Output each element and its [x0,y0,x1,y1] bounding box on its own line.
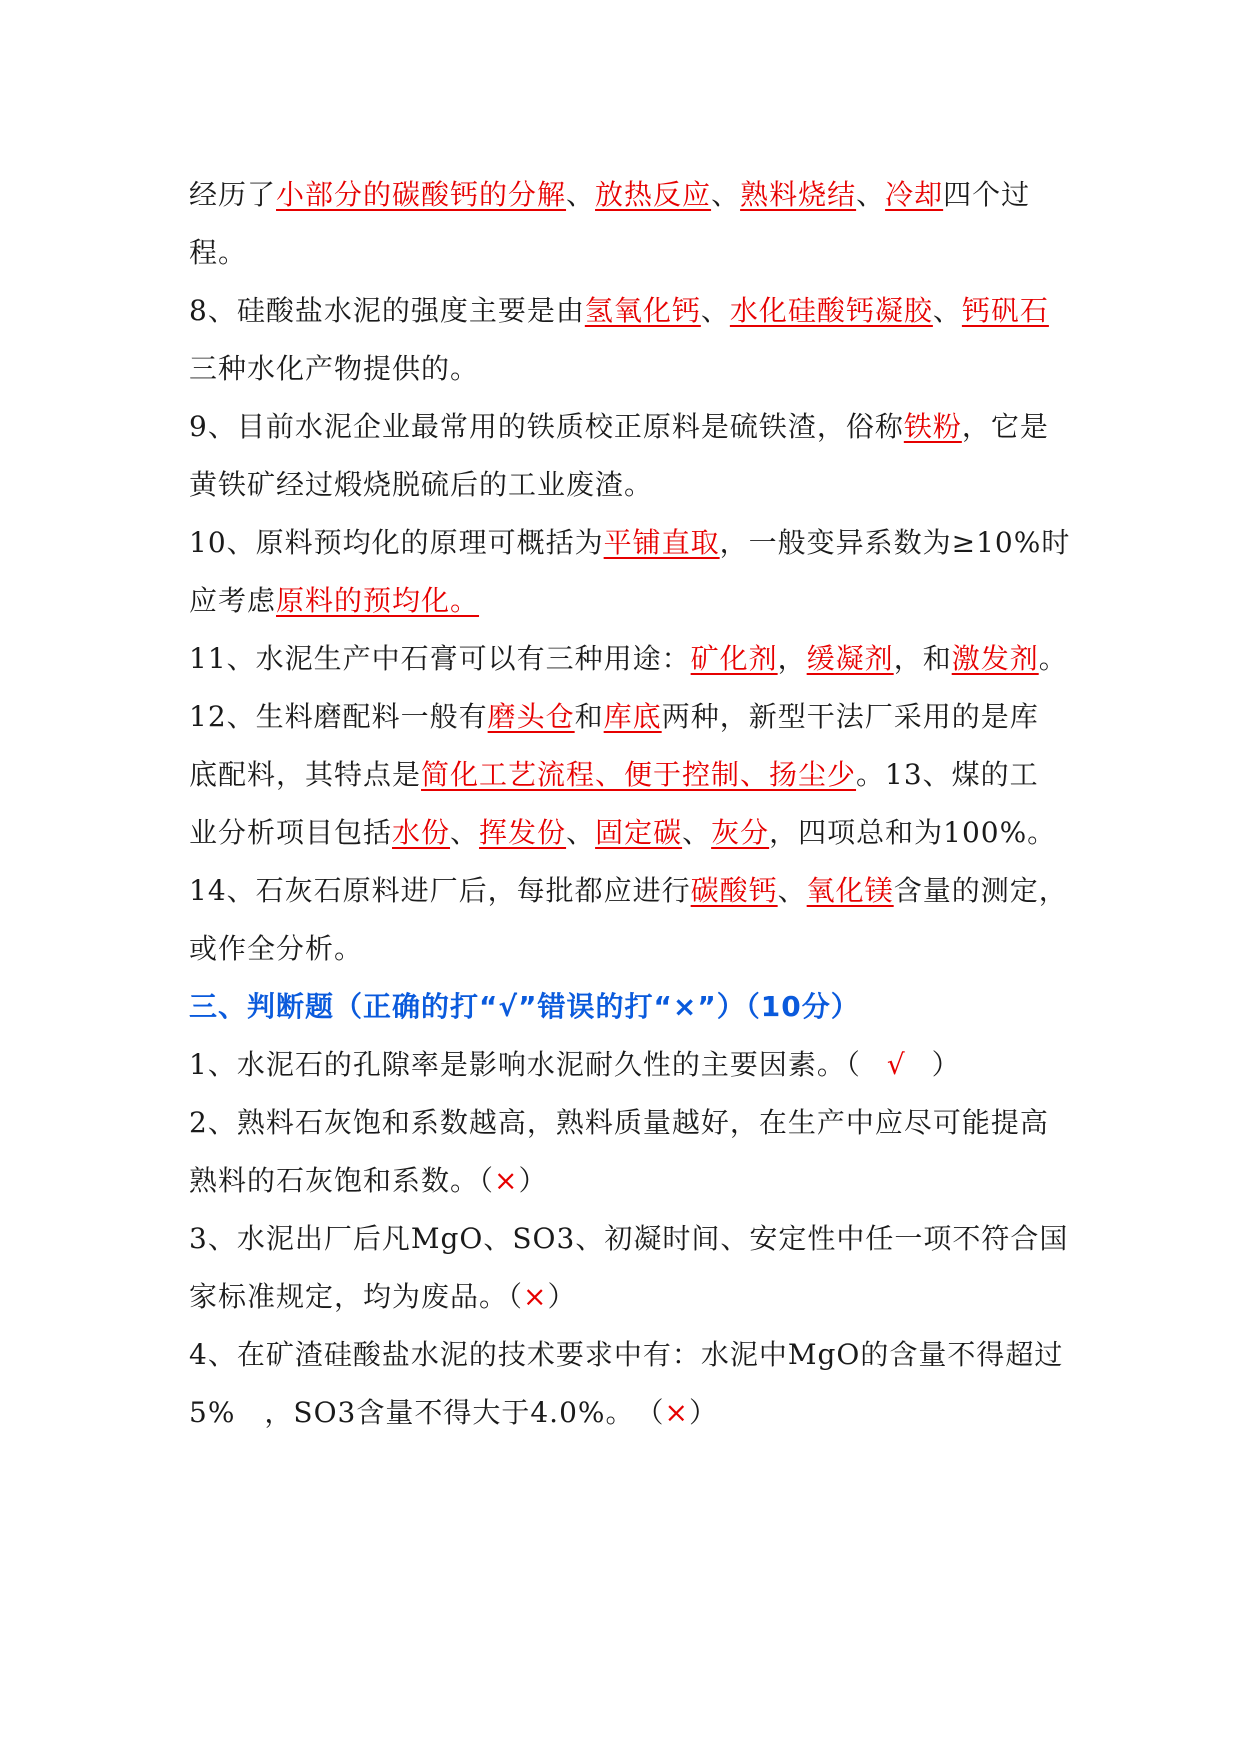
tf3-line-1: 3、水泥出厂后凡MgO、SO3、初凝时间、安定性中任一项不符合国 [189,1222,1069,1255]
q9-line-2: 黄铁矿经过煅烧脱硫后的工业废渣。 [189,468,654,501]
q8-line-2: 三种水化产物提供的。 [189,352,480,385]
tf3-line-2 [189,1277,577,1317]
q14-answer-1: 碳酸钙 [690,874,778,907]
tf1-text: 1、水泥石的孔隙率是影响水泥耐久性的主要因素。（ [189,1048,861,1081]
separator: ， [777,642,807,675]
q10-text: 10、原料预均化的原理可概括为 [189,526,604,559]
q8-answer-1: 氢氧化钙 [584,294,701,327]
tf2-line-2 [189,1161,548,1201]
q10-answer-2: 原料的预均化。 [276,584,480,617]
q12-line-1 [189,697,1039,737]
q9-line-1 [189,407,1049,447]
separator: 、 [682,816,712,849]
q12-text-2: 底配料，其特点是 [189,758,422,791]
q9-text-end: ，它是 [961,410,1049,443]
cross-mark: × [494,1164,519,1197]
q11-answer-1: 矿化剂 [690,642,778,675]
separator: 、 [700,294,730,327]
q8-answer-3: 钙矾石 [961,294,1049,327]
separator: 、 [566,178,596,211]
q13-answer-2: 挥发份 [479,816,567,849]
q10-line-1 [189,523,1070,563]
q7-line-2: 程。 [189,236,248,269]
q12-line-2 [189,755,1039,795]
tf4-line-2 [189,1393,718,1433]
q7-answer-3: 熟料烧结 [740,178,857,211]
separator: 、 [711,178,741,211]
q12-text: 12、生料磨配料一般有 [189,700,488,733]
tf1-text-end: ） [931,1048,961,1081]
separator: 、 [932,294,962,327]
separator: 和 [574,700,604,733]
tf4-text-end: ） [688,1396,718,1429]
q13-answer-4: 灰分 [711,816,770,849]
separator: 、 [566,816,596,849]
q8-text: 8、硅酸盐水泥的强度主要是由 [189,294,585,327]
q10-text-2: 应考虑 [189,584,277,617]
q9-text: 9、目前水泥企业最常用的铁质校正原料是硫铁渣，俗称 [189,410,904,443]
q10-text-end: ，一般变异系数为≥10%时 [719,526,1071,559]
section-heading: 三、判断题（正确的打“√”错误的打“×”）（10分） [189,990,860,1023]
cross-mark: × [664,1396,689,1429]
tf2-line-1: 2、熟料石灰饱和系数越高，熟料质量越好，在生产中应尽可能提高 [189,1106,1049,1139]
q8-line-1 [189,291,1049,331]
q8-answer-2: 水化硅酸钙凝胶 [729,294,933,327]
tf3-text-end: ） [547,1280,577,1313]
q7-text-end: 四个过 [943,178,1031,211]
q7-line-1 [189,175,1030,215]
separator: 、 [450,816,480,849]
tf2-text: 熟料的石灰饱和系数。（ [189,1164,495,1197]
q7-answer-4: 冷却 [885,178,944,211]
q11-line-1 [189,639,1068,679]
separator: 、 [856,178,886,211]
q10-line-2 [189,581,479,621]
separator: 、 [777,874,807,907]
q14-line-2: 或作全分析。 [189,932,364,965]
q13-answer-1: 水份 [392,816,451,849]
q13-text: 业分析项目包括 [189,816,393,849]
q12-text-end: 两种，新型干法厂采用的是库 [661,700,1039,733]
q14-text: 14、石灰石原料进厂后，每批都应进行 [189,874,691,907]
q11-answer-3: 激发剂 [951,642,1039,675]
q7-answer-2: 放热反应 [595,178,712,211]
q12-answer-1: 磨头仓 [487,700,575,733]
tf3-text: 家标准规定，均为废品。（ [189,1280,524,1313]
q12-text-3: 。13、煤的工 [856,758,1039,791]
cross-mark: × [523,1280,548,1313]
q14-line-1 [189,871,1068,911]
q10-answer-1: 平铺直取 [603,526,720,559]
q7-text: 经历了 [189,178,277,211]
q13-line [189,813,1056,853]
q14-answer-2: 氧化镁 [806,874,894,907]
q7-answer-1: 小部分的碳酸钙的分解 [276,178,567,211]
tf4-text: 5% ，SO3含量不得大于4.0%。 （ [189,1396,665,1429]
separator: ，和 [893,642,952,675]
q12-answer-2: 库底 [603,700,662,733]
q12-answer-3: 简化工艺流程、便于控制、扬尘少 [421,758,857,791]
q13-text-end: ，四项总和为100%。 [769,816,1057,849]
q11-text: 11、水泥生产中石膏可以有三种用途： [189,642,691,675]
check-mark: √ [886,1048,906,1081]
q14-text-end: 含量的测定， [893,874,1068,907]
tf2-text-end: ） [518,1164,548,1197]
q11-text-end: 。 [1038,642,1068,675]
q11-answer-2: 缓凝剂 [806,642,894,675]
q9-answer-1: 铁粉 [903,410,962,443]
q13-answer-3: 固定碳 [595,816,683,849]
tf1-line [189,1045,961,1085]
tf4-line-1: 4、在矿渣硅酸盐水泥的技术要求中有：水泥中MgO的含量不得超过 [189,1338,1064,1371]
